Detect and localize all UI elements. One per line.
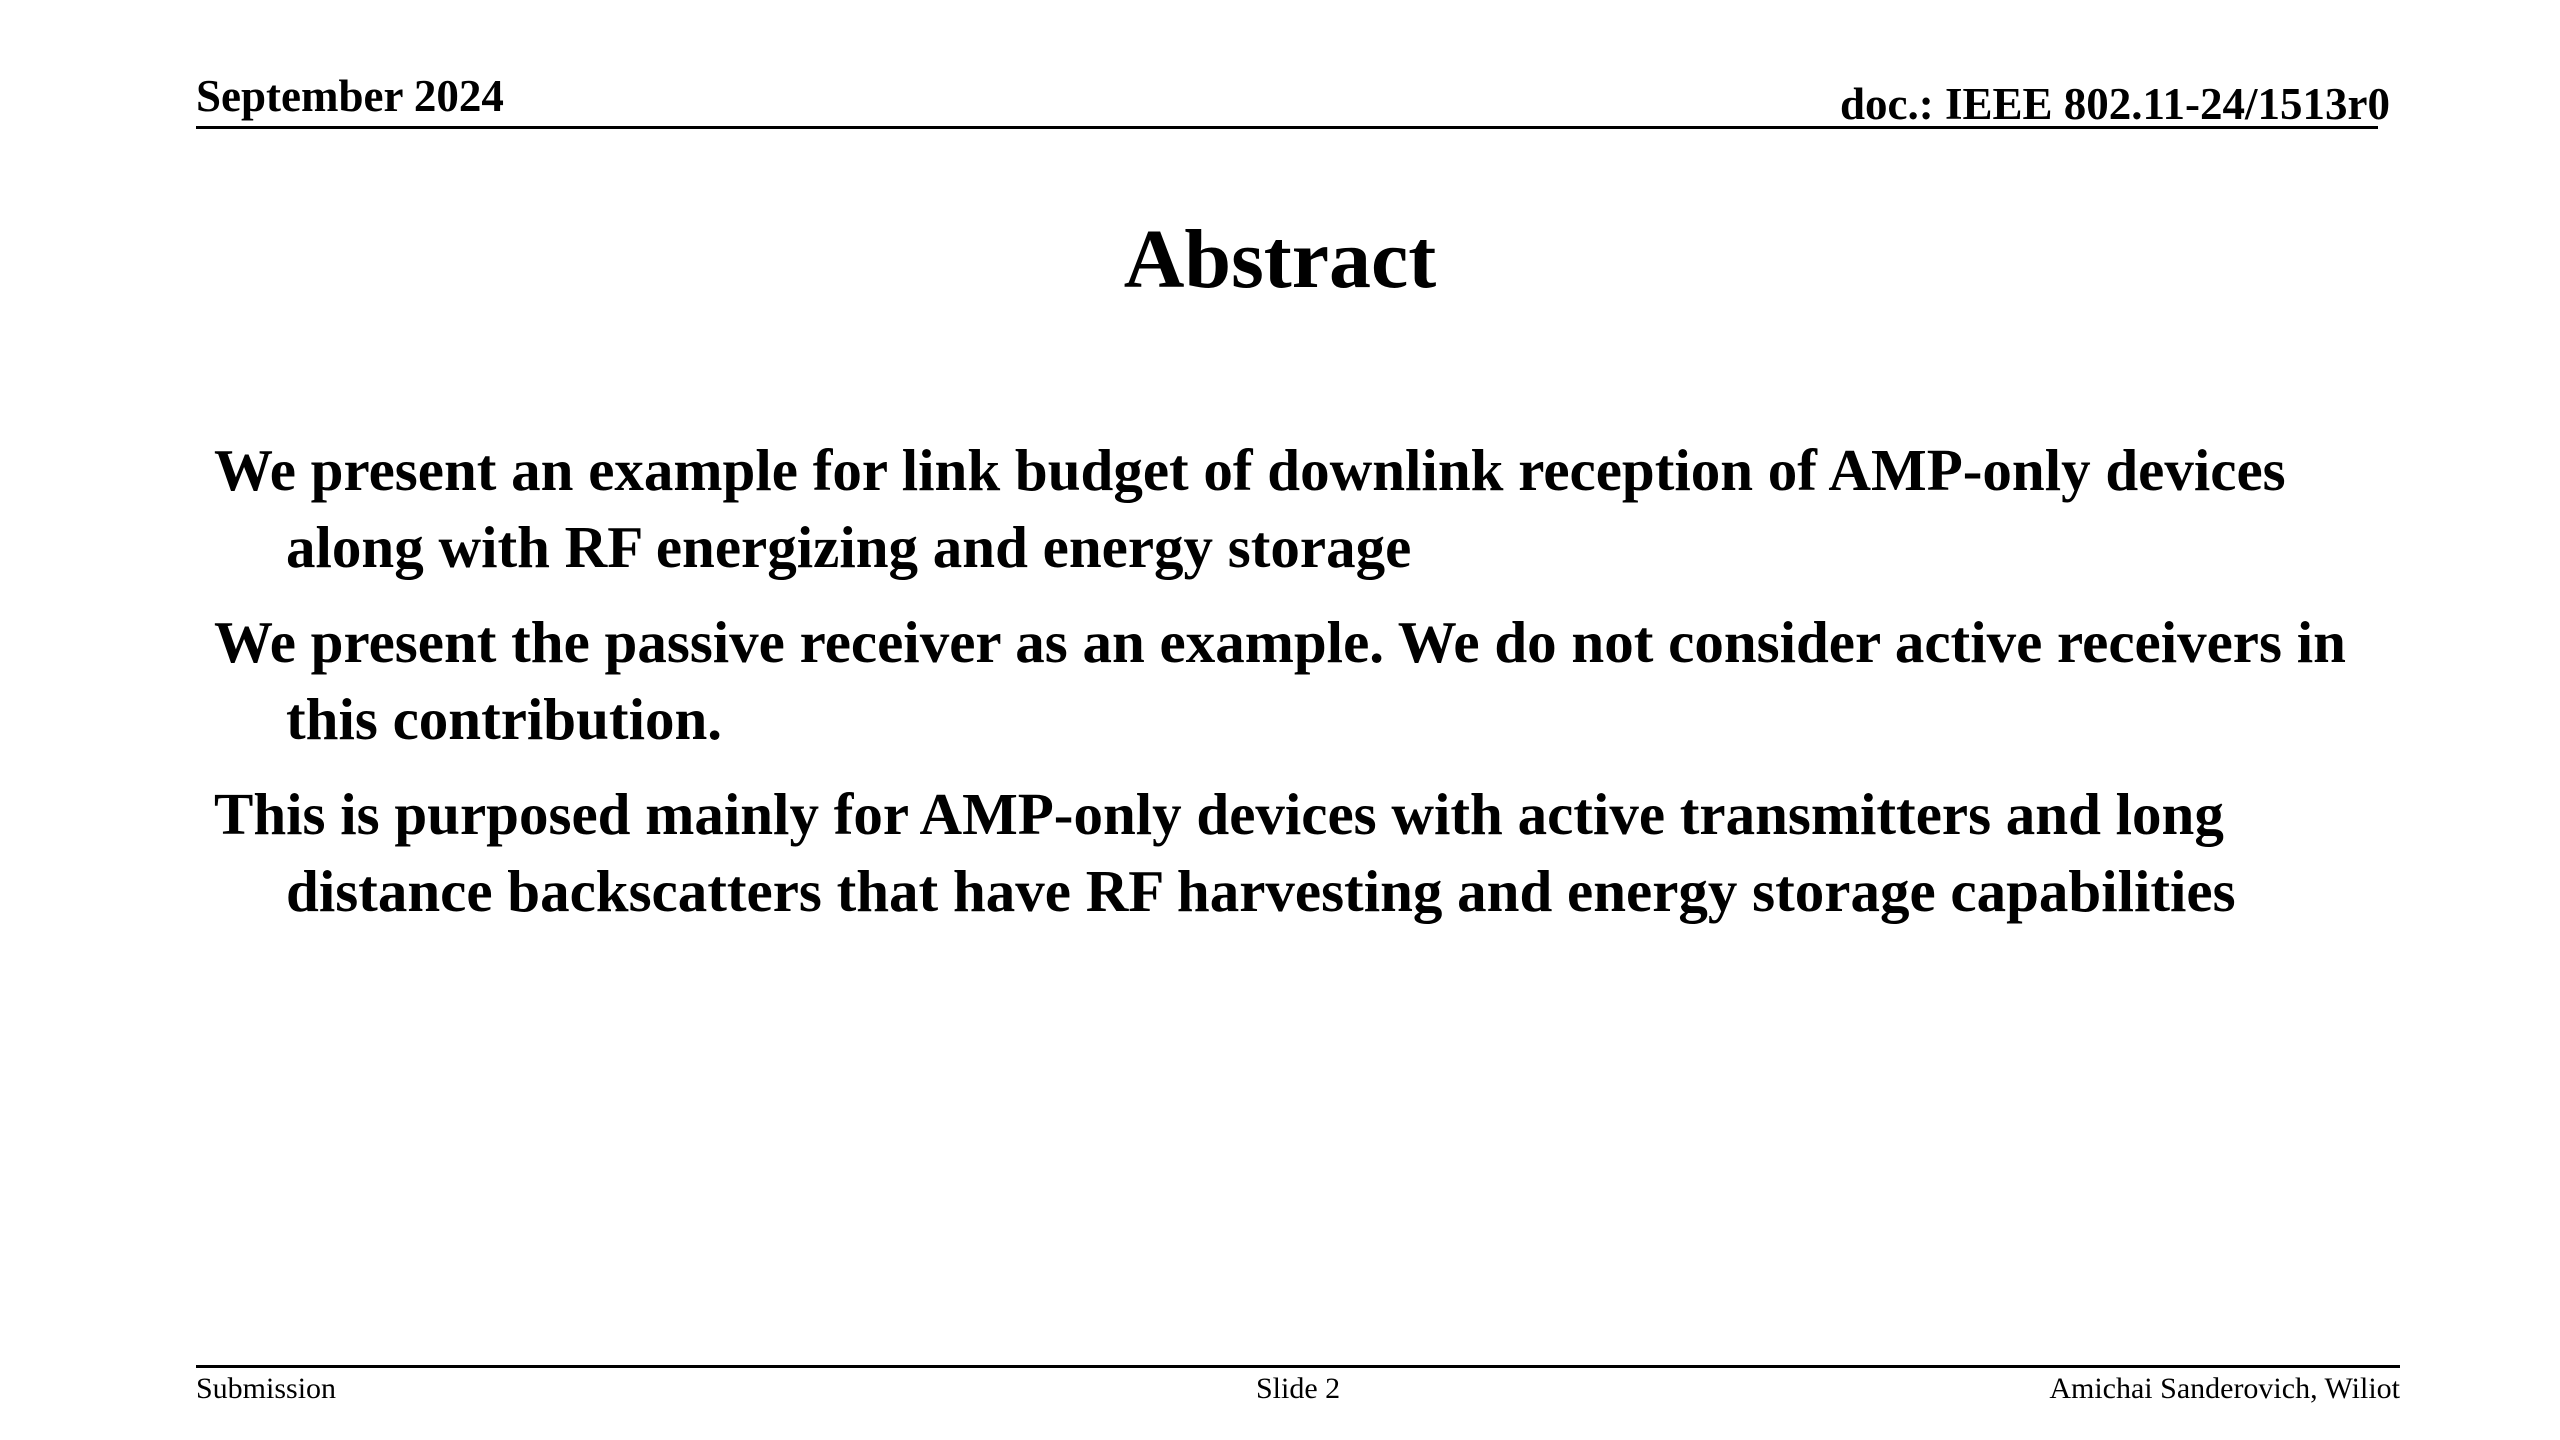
- footer-divider: [196, 1365, 2400, 1368]
- header-divider: [196, 126, 2378, 129]
- bullet-item: We present an example for link budget of downlink reception of AMP-only devices along with RF energizing and energy storage: [214, 437, 2286, 580]
- header-doc-id: doc.: IEEE 802.11-24/1513r0: [1839, 79, 2390, 129]
- bullet-item: This is purposed mainly for AMP-only devices with active transmitters and long distance backscatters that have RF harvesting and energy storage capabilities: [214, 781, 2236, 924]
- header-date: September 2024: [196, 71, 504, 121]
- footer-author: Amichai Sanderovich, Wiliot: [2049, 1372, 2400, 1405]
- footer-slide-number: Slide 2: [1256, 1372, 1341, 1405]
- footer-submission: Submission: [196, 1372, 337, 1405]
- bullet-item: We present the passive receiver as an example. We do not consider active receivers in this contribution.: [214, 609, 2346, 752]
- bullet-list: [214, 432, 2394, 948]
- slide-title: Abstract: [1123, 213, 1437, 306]
